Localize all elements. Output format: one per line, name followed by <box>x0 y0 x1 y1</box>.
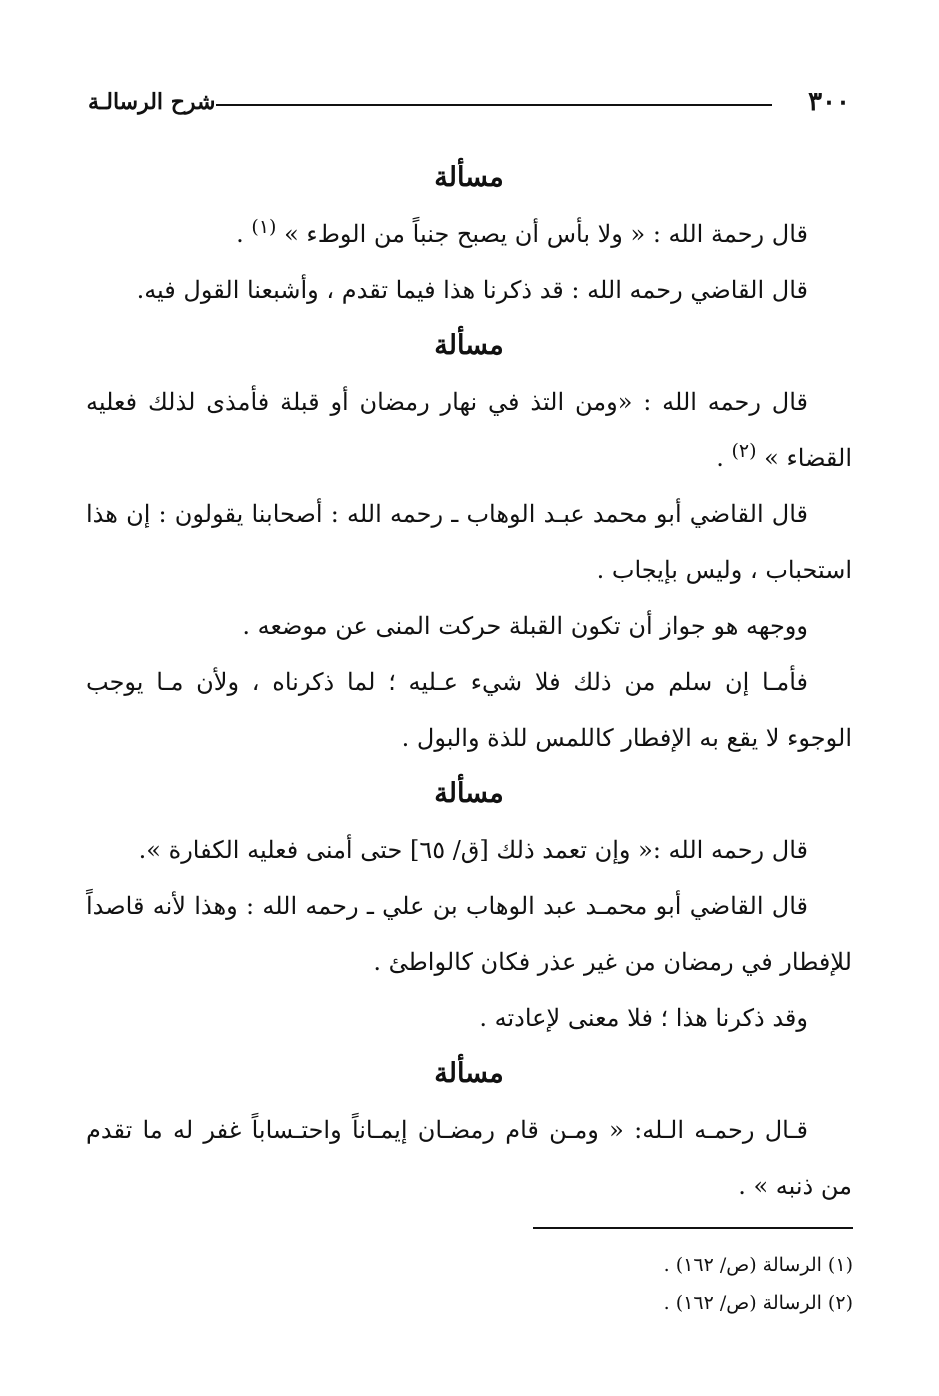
section-heading: مسألة <box>434 1058 504 1089</box>
page-header <box>88 82 850 122</box>
page-body <box>86 150 852 1214</box>
footnote-marker: (٢) <box>731 440 757 462</box>
paragraph: قال رحمه الله : «ومن التذ في نهار رمضان أو قبلة فأمذى لذلك فعليه القضاء » $^{(٢)}$ . <box>86 388 852 472</box>
running-title: شرح الرسالـة <box>88 89 216 115</box>
section-heading: مسألة <box>434 162 504 193</box>
paragraph: ووجهه هو جواز أن تكون القبلة حركت المنى عن موضعه . <box>242 612 808 640</box>
paragraph: قال القاضي رحمه الله : قد ذكرنا هذا فيما تقدم ، وأشبعنا القول فيه. <box>136 276 808 304</box>
paragraph: قال رحمة الله : « ولا بأس أن يصبح جنباً من الوطء » $^{(١)}$ . <box>236 216 808 248</box>
footnotes <box>87 1246 853 1322</box>
paragraph: قال القاضي أبو محمـد عبد الوهاب بن علي ـ رحمه الله : وهذا لأنه قاصداً للإفطار في رمضان من غير عذر فكان كالواطئ . <box>86 892 852 976</box>
header-rule <box>216 104 772 106</box>
footnote-rule <box>533 1227 853 1229</box>
paragraph: فأمـا إن سلم من ذلك فلا شيء عـليه ؛ لما ذكرناه ، ولأن مـا يوجب الوجوء لا يقع به الإفطار كاللمس للذة والبول . <box>86 668 852 752</box>
footnote: (٢) الرسالة (ص/ ١٦٢) . <box>663 1292 853 1314</box>
paragraph: قـال رحمـه الـله: « ومـن قام رمضـان إيمـاناً واحتـساباً غفر له ما تقدم من ذنبه » . <box>86 1116 852 1200</box>
paragraph: وقد ذكرنا هذا ؛ فلا معنى لإعادته . <box>479 1004 808 1032</box>
section-heading: مسألة <box>434 330 504 361</box>
page-number: ٣٠٠ <box>808 87 850 117</box>
footnote: (١) الرسالة (ص/ ١٦٢) . <box>663 1254 853 1276</box>
footnote-marker: (١) <box>251 216 277 238</box>
paragraph: قال القاضي أبو محمد عبـد الوهاب ـ رحمه الله : أصحابنا يقولون : إن هذا استحباب ، وليس بإيجاب . <box>86 500 852 584</box>
section-heading: مسألة <box>434 778 504 809</box>
paragraph: قال رحمه الله :« وإن تعمد ذلك [ق/ ٦٥] حتى أمنى فعليه الكفارة ». <box>138 836 808 864</box>
